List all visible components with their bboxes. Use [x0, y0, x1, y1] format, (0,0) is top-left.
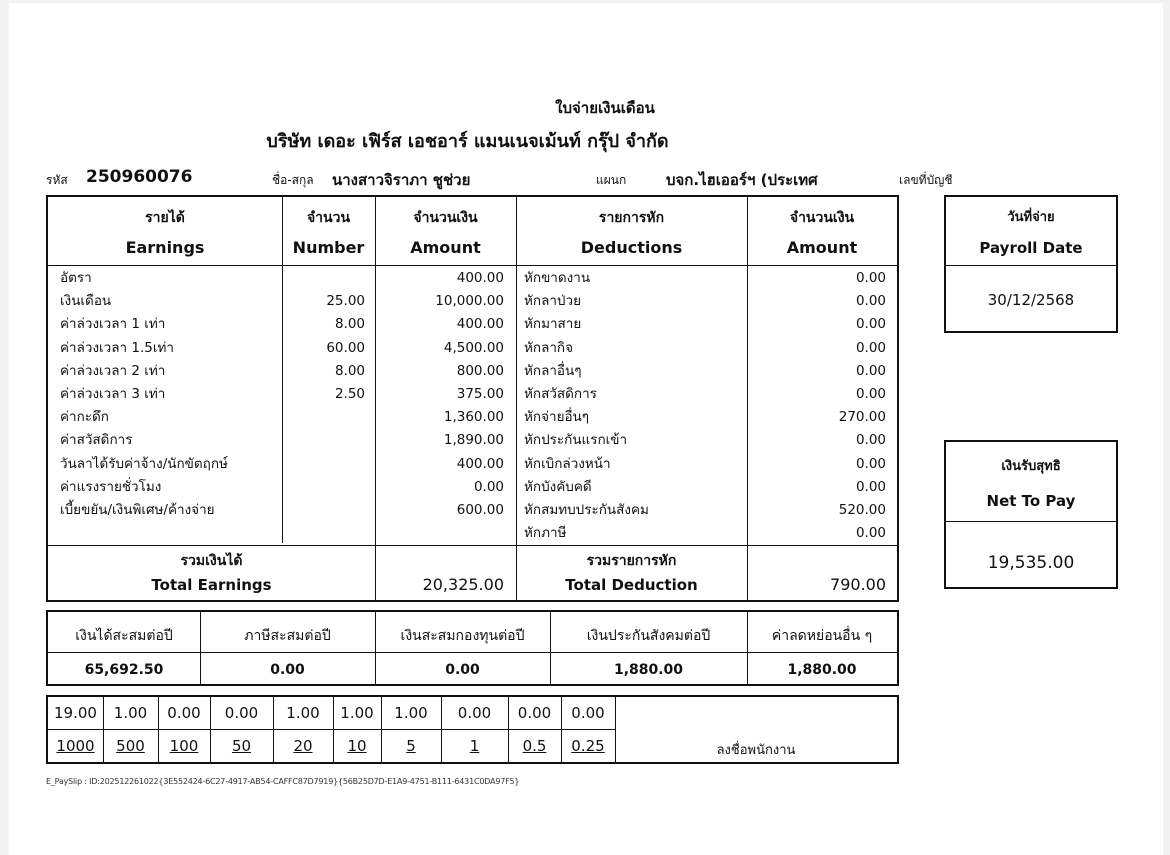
- deduction-label: หักสวัสดิการ: [524, 386, 597, 403]
- earning-label: ค่าสวัสดิการ: [60, 432, 133, 449]
- denomination-count: 1.00: [286, 704, 320, 722]
- earning-number: [282, 267, 365, 290]
- earning-amount: 800.00: [456, 362, 504, 379]
- employee-code-label: รหัส: [46, 173, 68, 187]
- employee-code: 250960076: [86, 167, 193, 187]
- ytd-earnings-value: 65,692.50: [84, 662, 164, 678]
- denomination-count: 1.00: [113, 704, 148, 722]
- total-earnings-label: รวมเงินได้ Total Earnings: [151, 553, 272, 594]
- deduction-label: หักเบิกล่วงหน้า: [524, 455, 611, 472]
- earning-label: เงินเดือน: [60, 293, 112, 310]
- ytd-summary-table: [46, 610, 899, 686]
- payroll-date-label: วันที่จ่าย Payroll Date: [979, 210, 1083, 257]
- denomination-count: 0.00: [517, 704, 552, 722]
- denomination-value: 500: [116, 737, 145, 755]
- earning-number: 8.00: [334, 362, 365, 379]
- total-deduction-value: 790.00: [830, 575, 886, 594]
- deduction-label: หักลาป่วย: [524, 293, 581, 310]
- deduction-amounts: [747, 267, 886, 545]
- earning-label: ค่าล่วงเวลา 1 เท่า: [60, 316, 166, 333]
- denomination-value: 0.25: [571, 737, 605, 755]
- denomination-value: 50: [231, 737, 252, 755]
- ytd-other-deductions-value: 1,880.00: [787, 662, 857, 678]
- payroll-date-value: 30/12/2568: [987, 291, 1075, 309]
- deduction-amount: 0.00: [855, 432, 886, 449]
- earnings-header: รายได้ Earnings: [125, 210, 205, 257]
- earnings-amounts: [375, 267, 504, 522]
- denomination-value: 20: [293, 737, 313, 755]
- denomination-value: 5: [406, 737, 416, 755]
- earning-label: อัตรา: [60, 270, 92, 286]
- deduction-label: หักภาษี: [524, 525, 567, 542]
- earning-label: วันลาได้รับค่าจ้าง/นักขัตฤกษ์: [60, 455, 228, 472]
- earnings-labels: [60, 267, 228, 522]
- deduction-label: หักบังคับคดี: [524, 478, 592, 495]
- denomination-value: 100: [169, 737, 199, 755]
- deduction-amount: 0.00: [855, 270, 886, 286]
- earning-amount: 1,890.00: [443, 432, 504, 449]
- earning-amount: 400.00: [456, 455, 504, 472]
- earning-amount: 1,360.00: [443, 409, 504, 426]
- employee-signature-label: ลงชื่อพนักงาน: [716, 743, 796, 758]
- earning-amount: 375.00: [456, 386, 504, 403]
- deduction-label: หักสมทบประกันสังคม: [524, 502, 649, 519]
- company-name: บริษัท เดอะ เฟิร์ส เอชอาร์ แมนเนจเม้นท์ กรุ๊ป จำกัด: [266, 131, 669, 152]
- denomination-count: 19.00: [54, 704, 97, 722]
- deduction-amount: 0.00: [855, 316, 886, 333]
- deduction-amount: 0.00: [855, 339, 886, 356]
- deduction-amount: 0.00: [855, 455, 886, 472]
- net-pay-box: [944, 440, 1118, 589]
- ytd-header: เงินประกันสังคมต่อปี: [586, 628, 711, 644]
- deduction-label: หักลากิจ: [524, 339, 574, 356]
- deduction-amount: 0.00: [855, 525, 886, 542]
- earning-amount: 400.00: [456, 316, 504, 333]
- number-header: จำนวน Number: [292, 210, 365, 257]
- ytd-header: เงินสะสมกองทุนต่อปี: [400, 628, 525, 644]
- denomination-count: 1.00: [340, 704, 374, 722]
- ytd-header: เงินได้สะสมต่อปี: [75, 628, 173, 644]
- earning-amount: 0.00: [473, 478, 504, 495]
- denomination-count: 0.00: [224, 704, 259, 722]
- earning-amount: 10,000.00: [435, 293, 504, 310]
- department-value: บจก.ไฮเออร์ฯ (ประเทศ: [666, 171, 818, 189]
- denomination-count: 0.00: [457, 704, 492, 722]
- document-title: ใบจ่ายเงินเดือน: [555, 99, 655, 117]
- ytd-social-security-value: 1,880.00: [613, 662, 684, 678]
- denomination-count: 0.00: [571, 704, 605, 722]
- earning-label: ค่าล่วงเวลา 1.5เท่า: [60, 339, 174, 356]
- department-label: แผนก: [596, 173, 627, 187]
- deduction-amount-header: จำนวนเงิน Amount: [786, 210, 858, 257]
- deduction-label: หักขาดงาน: [524, 270, 591, 286]
- net-pay-label: เงินรับสุทธิ Net To Pay: [986, 459, 1076, 510]
- deduction-labels: [524, 267, 649, 545]
- denomination-value: 1: [469, 737, 480, 755]
- ytd-provident-fund-value: 0.00: [445, 662, 480, 678]
- deduction-amount: 0.00: [855, 386, 886, 403]
- deduction-amount: 520.00: [838, 502, 886, 519]
- earning-label: ค่าล่วงเวลา 2 เท่า: [60, 362, 166, 379]
- total-earnings-value: 20,325.00: [422, 575, 504, 594]
- ytd-tax-value: 0.00: [270, 662, 305, 678]
- payslip-id-footer: E_PaySlip : ID:202512261022{3E552424-6C27-4917-AB54-CAFFC87D7919}{56B25D7D-E1A9-4751-B111-6431C0DA97F5}: [46, 777, 520, 786]
- deduction-label: หักจ่ายอื่นๆ: [524, 409, 590, 426]
- denomination-count: 1.00: [394, 704, 428, 722]
- earning-label: เบี้ยขยัน/เงินพิเศษ/ค้างจ่าย: [60, 502, 215, 519]
- earnings-numbers: [282, 267, 365, 406]
- denomination-value: 10: [347, 737, 367, 755]
- ytd-header: ค่าลดหย่อนอื่น ๆ: [771, 628, 873, 644]
- denomination-count: 0.00: [167, 704, 201, 722]
- denomination-value: 1000: [56, 737, 95, 755]
- denomination-table: [46, 695, 899, 764]
- deduction-amount: 0.00: [855, 293, 886, 310]
- total-deduction-label: รวมรายการหัก Total Deduction: [565, 553, 698, 594]
- employee-name: นางสาวจิราภา ชูช่วย: [332, 171, 471, 189]
- deduction-amount: 0.00: [855, 362, 886, 379]
- deduction-amount: 0.00: [855, 478, 886, 495]
- account-number-label: เลขที่บัญชี: [899, 173, 953, 187]
- ytd-header: ภาษีสะสมต่อปี: [244, 628, 331, 644]
- deduction-label: หักมาสาย: [524, 316, 582, 333]
- earning-amount: 4,500.00: [443, 339, 504, 356]
- earning-number: 8.00: [334, 316, 365, 333]
- deduction-amount: 270.00: [838, 409, 886, 426]
- deduction-label: หักลาอื่นๆ: [524, 362, 582, 379]
- employee-name-label: ชื่อ-สกุล: [272, 173, 314, 187]
- amount-header: จำนวนเงิน Amount: [410, 210, 481, 257]
- earnings-deductions-table: [46, 195, 899, 602]
- earning-label: ค่าแรงรายชั่วโมง: [60, 478, 162, 495]
- earning-label: ค่ากะดึก: [60, 409, 109, 426]
- earning-number: 60.00: [326, 339, 365, 356]
- deduction-label: หักประกันแรกเข้า: [524, 432, 628, 449]
- earning-number: 25.00: [326, 293, 365, 310]
- earning-number: 2.50: [334, 386, 365, 403]
- deductions-header: รายการหัก Deductions: [580, 210, 683, 257]
- net-pay-value: 19,535.00: [987, 553, 1075, 573]
- payroll-date-box: [944, 195, 1118, 333]
- denomination-value: 0.5: [522, 737, 547, 755]
- earning-amount: 600.00: [456, 502, 504, 519]
- earning-label: ค่าล่วงเวลา 3 เท่า: [60, 386, 166, 403]
- earning-amount: 400.00: [456, 270, 504, 286]
